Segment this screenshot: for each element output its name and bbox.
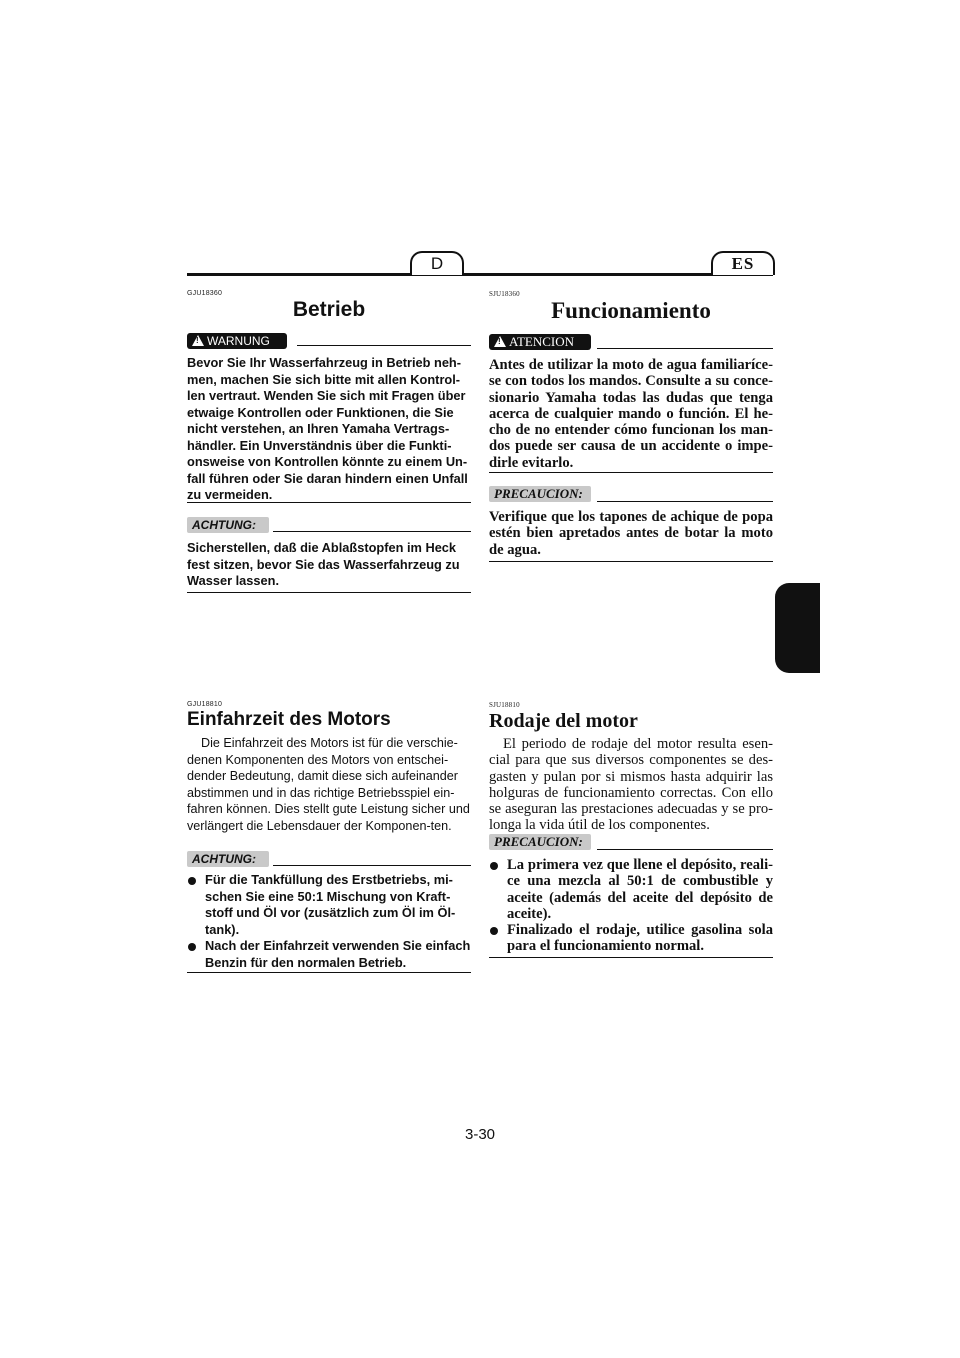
section-title: Betrieb (292, 298, 366, 321)
body-text: El periodo de rodaje del motor resulta esen-cial para que sus diversos componentes se des-gasten y pulan por si mismos hasta adquirir las holguras de funcionamiento correctas. Con ello se aseguran las prestaciones adecuadas y se pro-longa la vida útil de los componentes. (489, 736, 773, 834)
section-code: GJU18360 (187, 290, 223, 297)
divider (187, 502, 471, 503)
warning-badge: !WARNUNG (187, 333, 287, 349)
bullet-icon (490, 862, 498, 870)
caution-text: Verifique que los tapones de achique de popa estén bien apretados antes de botar la moto de agua. (489, 509, 773, 558)
warning-text: Antes de utilizar la moto de agua familiaríce-se con todos los mandos. Consulte a su conce-sionario Yamaha todas las dudas que tenga acerca de cualquier mando o función. El he-cho de no entender cómo funcionan los man-dos puede ser causa de un accidente o impe-dirle evitarlo. (489, 357, 773, 471)
bullet-icon (490, 927, 498, 935)
section-title: Funcionamiento (551, 298, 711, 323)
caution-badge: PRECAUCION: (489, 834, 591, 850)
language-tab-german: D (410, 251, 464, 275)
warning-text: Bevor Sie Ihr Wasserfahrzeug in Betrieb neh-men, machen Sie sich bitte mit allen Kontrol-len vertraut. Wenden Sie sich mit Fragen über etwaige Kontrollen oder Funktionen, die Sie nicht verstehen, an Ihren Yamaha Vertrags-händler. Ein Unverständnis über die Funkti-onsweise von Kontrollen könnte zu einem Un-fall führen oder Sie daran hindern einen Unfall zu vermeiden. (187, 355, 468, 502)
caution-badge: ACHTUNG: (187, 851, 269, 867)
list-item: La primera vez que llene el depósito, reali-ce una mezcla al 50:1 de combustible y aceite (además del aceite del depósito de aceite). (489, 857, 773, 922)
body-text: Die Einfahrzeit des Motors ist für die verschie-denen Komponenten des Motors von entschei-dender Bedeutung, damit diese sich aufeinander abstimmen und in das richtige Betriebsspiel ein-fahren können. Dies stellt gute Leistung sicher und verlängert die Lebensdauer der Komponen-ten. (187, 736, 470, 833)
bullet-icon (188, 943, 196, 951)
divider (489, 561, 773, 562)
chapter-thumb-tab (775, 583, 820, 673)
divider (187, 592, 471, 593)
warning-triangle-icon (192, 335, 204, 346)
list-item: Finalizado el rodaje, utilice gasolina sola para el funcionamiento normal. (489, 922, 773, 955)
list-item: Für die Tankfüllung des Erstbetriebs, mi-schen Sie eine 50:1 Mischung von Kraft-stoff und Öl vor (zusätzlich zum Öl im Öl-tank). (187, 872, 471, 938)
warning-label-row (187, 333, 471, 349)
divider (489, 957, 773, 958)
caution-text: Sicherstellen, daß die Ablaßstopfen im Heck fest sitzen, bevor Sie das Wasserfahrzeug zu Wasser lassen. (187, 540, 460, 588)
list-item: Nach der Einfahrzeit verwenden Sie einfach Benzin für den normalen Betrieb. (187, 938, 471, 971)
caution-label-row (489, 486, 773, 502)
divider (187, 972, 471, 973)
caution-label-row (489, 834, 773, 850)
caution-list (489, 857, 773, 955)
section-title: Einfahrzeit des Motors (187, 709, 391, 730)
caution-badge: ACHTUNG: (187, 517, 269, 533)
bullet-icon (188, 877, 196, 885)
caution-label-row (187, 851, 471, 867)
caution-badge: PRECAUCION: (489, 486, 591, 502)
divider (489, 472, 773, 473)
warning-label-row (489, 334, 773, 350)
warning-badge: !ATENCION (489, 334, 591, 350)
section-code: SJU18810 (489, 701, 520, 709)
caution-list (187, 872, 471, 971)
warning-triangle-icon (494, 336, 506, 347)
section-title: Rodaje del motor (489, 710, 638, 732)
page-number: 3-30 (464, 1126, 496, 1143)
caution-label-row (187, 517, 471, 533)
header-rule (187, 273, 773, 276)
section-code: SJU18360 (489, 290, 520, 298)
language-tab-spanish: ES (711, 251, 775, 275)
section-code: GJU18810 (187, 701, 223, 708)
